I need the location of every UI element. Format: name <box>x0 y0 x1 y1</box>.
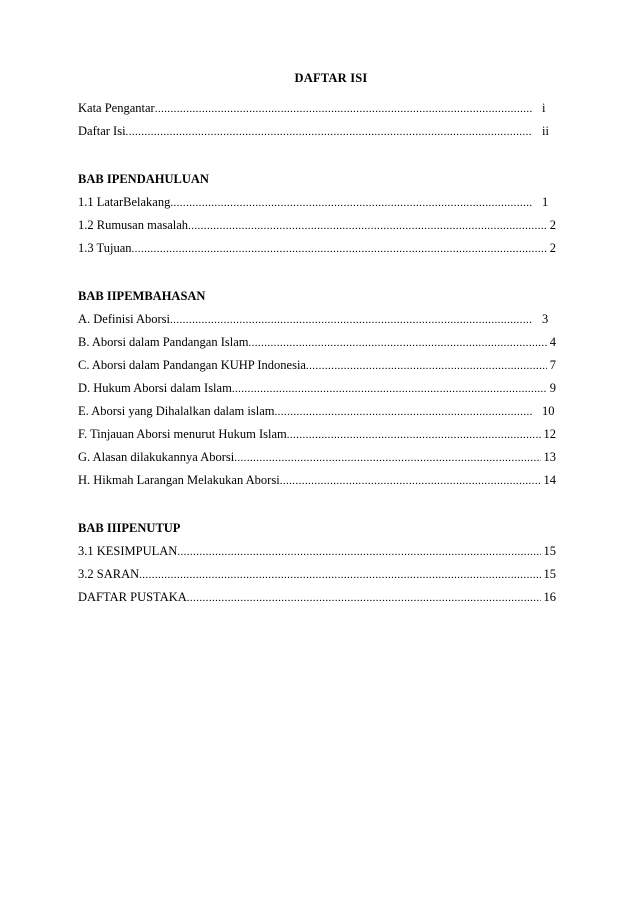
table-of-contents <box>78 97 556 609</box>
toc-entry-label: 1.1 LatarBelakang <box>78 195 171 209</box>
toc-entry-daftar-pustaka[interactable] <box>78 586 556 609</box>
toc-entry-kata-pengantar[interactable] <box>78 97 556 120</box>
dot-leader <box>155 98 532 120</box>
toc-entry-label: Kata Pengantar <box>78 101 155 115</box>
dot-leader <box>188 215 547 237</box>
dot-leader <box>187 587 541 609</box>
section-gap <box>78 143 556 168</box>
dot-leader <box>126 121 532 143</box>
toc-entry-label: B. Aborsi dalam Pandangan Islam <box>78 335 249 349</box>
toc-entry-page: 15 <box>543 544 556 558</box>
toc-entry-page: 2 <box>549 218 556 232</box>
dot-leader <box>132 238 547 260</box>
page-title: DAFTAR ISI <box>294 71 368 85</box>
dot-leader <box>287 424 541 446</box>
toc-entry-page: 12 <box>543 427 556 441</box>
toc-entry-label: 1.2 Rumusan masalah <box>78 218 189 232</box>
toc-entry-page: 3 <box>542 312 549 326</box>
chapter-heading-bab-1: BAB IPENDAHULUAN <box>78 172 209 186</box>
toc-entry-label: H. Hikmah Larangan Melakukan Aborsi <box>78 473 280 487</box>
toc-entry-label: C. Aborsi dalam Pandangan KUHP Indonesia <box>78 358 306 372</box>
toc-entry-definisi-aborsi[interactable] <box>78 308 556 331</box>
toc-entry-label: E. Aborsi yang Dihalalkan dalam islam <box>78 404 275 418</box>
toc-entry-page: 2 <box>549 241 556 255</box>
toc-entry-alasan-aborsi[interactable] <box>78 446 556 469</box>
toc-entry-page: 16 <box>543 590 556 604</box>
toc-entry-label: 1.3 Tujuan <box>78 241 132 255</box>
toc-entry-daftar-isi[interactable] <box>78 120 556 143</box>
toc-entry-label: 3.2 SARAN <box>78 567 140 581</box>
chapter-heading-bab-3: BAB IIIPENUTUP <box>78 521 181 535</box>
toc-entry-page: 13 <box>543 450 556 464</box>
toc-entry-page: 15 <box>543 567 556 581</box>
toc-entry-page: 14 <box>543 473 556 487</box>
toc-entry-page: 1 <box>542 195 549 209</box>
dot-leader <box>170 309 532 331</box>
toc-entry-tujuan[interactable] <box>78 237 556 260</box>
toc-entry-tinjauan-aborsi[interactable] <box>78 423 556 446</box>
toc-entry-page: 9 <box>549 381 556 395</box>
dot-leader <box>234 447 540 469</box>
toc-entry-page: 10 <box>542 404 555 418</box>
dot-leader <box>280 470 541 492</box>
toc-entry-page: ii <box>542 124 549 138</box>
toc-entry-label: DAFTAR PUSTAKA <box>78 590 187 604</box>
toc-entry-page: i <box>542 101 546 115</box>
toc-entry-label: A. Definisi Aborsi <box>78 312 171 326</box>
dot-leader <box>306 355 547 377</box>
toc-entry-page: 7 <box>549 358 556 372</box>
toc-entry-rumusan-masalah[interactable] <box>78 214 556 237</box>
dot-leader <box>139 564 540 586</box>
dot-leader <box>177 541 540 563</box>
toc-entry-label: F. Tinjauan Aborsi menurut Hukum Islam <box>78 427 287 441</box>
chapter-heading-bab-2: BAB IIPEMBAHASAN <box>78 289 206 303</box>
toc-entry-latar-belakang[interactable] <box>78 191 556 214</box>
toc-entry-label: 3.1 KESIMPULAN <box>78 544 178 558</box>
toc-entry-aborsi-pandangan-islam[interactable] <box>78 331 556 354</box>
section-gap <box>78 492 556 517</box>
dot-leader <box>170 192 532 214</box>
toc-entry-aborsi-pandangan-kuhp[interactable] <box>78 354 556 377</box>
toc-entry-label: D. Hukum Aborsi dalam Islam <box>78 381 232 395</box>
dot-leader <box>274 401 532 423</box>
dot-leader <box>232 378 547 400</box>
toc-entry-kesimpulan[interactable] <box>78 540 556 563</box>
toc-entry-page: 4 <box>549 335 556 349</box>
toc-entry-label: G. Alasan dilakukannya Aborsi <box>78 450 235 464</box>
section-gap <box>78 260 556 285</box>
toc-entry-saran[interactable] <box>78 563 556 586</box>
toc-entry-aborsi-dihalalkan[interactable] <box>78 400 556 423</box>
toc-entry-hukum-aborsi-islam[interactable] <box>78 377 556 400</box>
toc-entry-label: Daftar Isi <box>78 124 126 138</box>
dot-leader <box>248 332 546 354</box>
toc-entry-hikmah-larangan[interactable] <box>78 469 556 492</box>
